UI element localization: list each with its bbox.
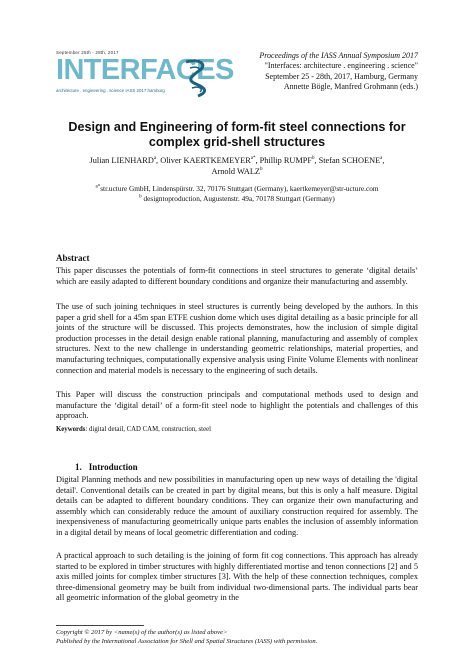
affil-mark: b	[139, 194, 142, 200]
keywords-text: : digital detail, CAD CAM, construction, steel	[85, 426, 211, 433]
abstract-paragraph: This paper discusses the potentials of form-fit connections in steel structures to generate ‘digital details’ which are easily adapted to different boundary conditions and organize their manufacturing and assembly.	[56, 266, 418, 286]
author-name: Arnold WALZ	[211, 167, 260, 176]
author-name: Stefan SCHOENE	[318, 156, 381, 165]
author-affil-mark: a	[380, 156, 383, 162]
iass-logo-icon	[182, 58, 212, 98]
keywords-label: Keywords	[56, 426, 86, 433]
copyright-line: Copyright © 2017 by <name(s) of the author(s) as listed above>	[56, 629, 228, 636]
abstract-heading: Abstract	[56, 253, 90, 263]
logo-date: September 25th - 28th, 2017	[56, 50, 119, 55]
author-affil-mark: a*	[250, 156, 256, 162]
symposium-logo	[56, 50, 234, 104]
proceedings-line-4: Annette Bögle, Manfred Grohmann (eds.)	[283, 81, 418, 91]
proceedings-line-2: "Interfaces: architecture . engineering . science"	[264, 61, 418, 71]
author-name: Oliver KAERTKEMEYER	[160, 156, 251, 165]
section-heading	[75, 462, 138, 472]
proceedings-line-1: Proceedings of the IASS Annual Symposium 2017	[259, 51, 418, 60]
logo-wordmark: INTERFACES	[56, 54, 234, 86]
section-title: Introduction	[88, 462, 138, 472]
author-affil-mark: b	[311, 156, 315, 162]
logo-tagline: architecture . engineering . science IASS 2017 hamburg	[56, 88, 165, 93]
copyright-footer	[56, 628, 436, 646]
publisher-line: Published by the International Association for Shell and Spatial Structures (IASS) with permission.	[56, 638, 318, 645]
section-number: 1.	[75, 462, 82, 472]
footnote-rule	[56, 625, 144, 626]
title-line-1: Design and Engineering of form-fit steel connections for	[68, 120, 406, 134]
author-list: Julian LIENHARD$^a$, Oliver $KAERTKEMEYER^{a*}$, Phillip RUMPF$^b$, Stefan SCHOENE$^a$, Arnold WALZ$^b$	[89, 156, 385, 176]
body-paragraph: Digital Planning methods and new possibilities in manufacturing open up new ways of detailing the 'digital detail'. Conventional details can be created in part by digital means, but this is only a half measure. Digital details can be adapted to different boundary conditions. They can organize their own manufacturing and assembly which can considerably reduce the amount of auxiliary construction required for assembly. The inexpensiveness of manufacturing geometrically unique parts enables the inclusion of assembly information in a digital detail by means of local geometric differentiation and coding.	[56, 475, 418, 537]
affiliation-b: designtoproduction, Augustenstr. 49a, 70178 Stuttgart (Germany)	[143, 194, 335, 203]
affiliation-a: str.ucture GmbH, Lindenspürstr. 32, 70176 Stuttgart (Germany), kaertkemeyer@str-ucture.com	[100, 184, 379, 193]
keywords	[56, 426, 211, 433]
proceedings-line-3: September 25 - 28th, 2017, Hamburg, Germany	[265, 71, 418, 81]
abstract-paragraph: The use of such joining techniques in steel structures is currently being developed by the authors. In this paper a grid shell for a 45m span ETFE cushion dome which uses digital detailing as a basic principle for all joints of the structure will be discussed. This projects demonstrates, how the inclusion of simple digital production processes in the detail design enable rational planning, manufacturing and assembly of complex structures. Next to the new challenge in understanding geometric relationships, material properties, and manufacturing techniques, computationally expensive analysis using Finite Volume Elements with nonlinear connection and material models is necessary to the engineering of such details.	[56, 302, 418, 375]
body-paragraph: A practical approach to such detailing is the joining of form fit cog connections. This approach has already started to be explored in timber structures with highly differentiated mortise and tenon connections [2] and 5 axis milled joints for complex timber structures [3]. With the help of these connection techniques, complex three-dimensional geometry may be built from individual two-dimensional parts. The individual parts bear all geometric information of the global geometry in the	[56, 551, 418, 603]
abstract-paragraph: This Paper will discuss the construction principals and computational methods used to design and manufacture the ‘digital detail’ of a form-fit steel node to highlight the potentials and challenges of this approach.	[56, 390, 418, 421]
proceedings-info	[218, 51, 418, 92]
author-affil-mark: b	[259, 167, 263, 173]
paper-title	[56, 120, 418, 151]
author-affil-mark: a	[153, 156, 157, 162]
author-name: Julian LIENHARD	[89, 156, 154, 165]
title-line-2: complex grid-shell structures	[148, 135, 326, 150]
author-name: Phillip RUMPF	[259, 156, 312, 165]
affil-mark: a*	[95, 184, 101, 190]
affiliations	[56, 184, 418, 204]
